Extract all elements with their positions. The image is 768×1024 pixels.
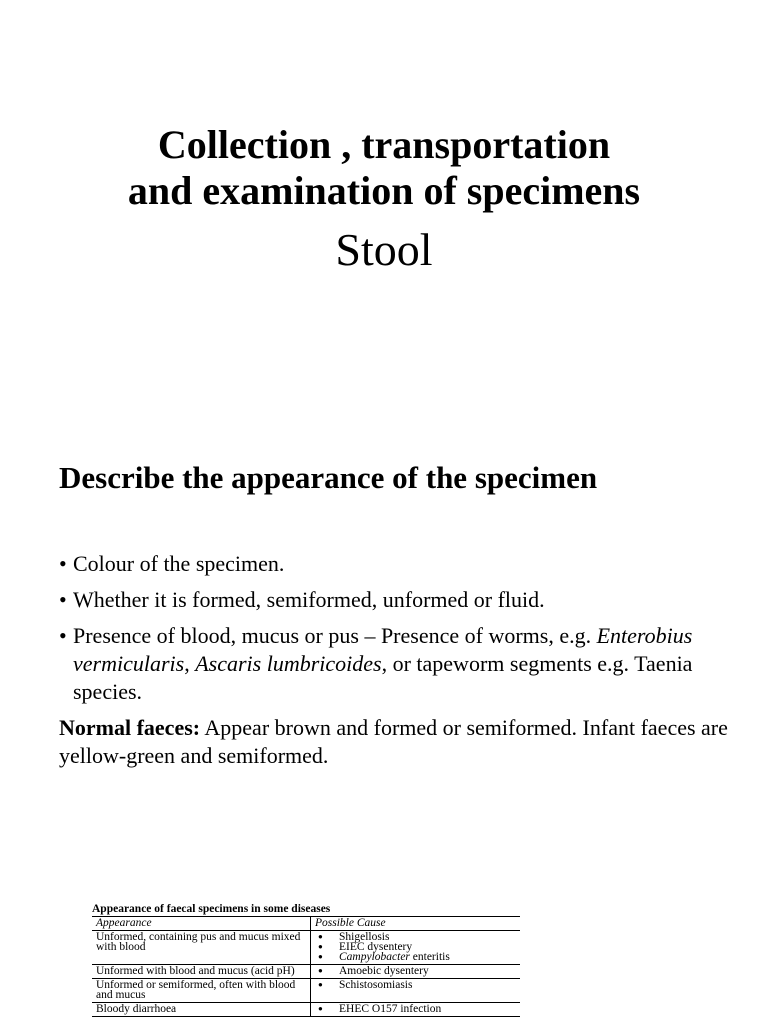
bullet-dot-icon: ● xyxy=(318,952,323,961)
bullet-item xyxy=(59,622,739,706)
appearance-cell: Bloody diarrhoea xyxy=(92,1003,311,1017)
cause-item: ● EIEC dysentery xyxy=(318,941,413,953)
cause-item: ● EHEC O157 infection xyxy=(318,1003,442,1015)
title-line-2: and examination of specimens xyxy=(127,168,641,213)
cause-cell xyxy=(311,979,521,1003)
bullet-text: Whether it is formed, semiformed, unformed or fluid. xyxy=(73,587,545,612)
bullet-text: Colour of the specimen. xyxy=(73,551,285,576)
table-row xyxy=(92,965,520,979)
appearance-cell: Unformed or semiformed, often with blood and mucus xyxy=(92,979,311,1003)
bullet-glyph: • xyxy=(59,623,67,648)
cause-item: ● Amoebic dysentery xyxy=(318,965,429,977)
organism-name: Campylobacter xyxy=(339,951,410,963)
appearance-cell: Unformed, containing pus and mucus mixed with blood xyxy=(92,931,311,965)
bullet-glyph: • xyxy=(59,587,67,612)
species-name: Enterobius vermicularis xyxy=(73,623,693,676)
section-heading: Describe the appearance of the specimen xyxy=(59,460,598,495)
column-header-appearance: Appearance xyxy=(92,917,311,931)
cause-cell xyxy=(311,931,521,965)
normal-faeces-label: Normal faeces: xyxy=(59,715,201,740)
species-name: Ascaris lumbricoides xyxy=(195,651,382,676)
bullet-item xyxy=(59,550,739,578)
normal-faeces-text: Appear brown and formed or semiformed. Infant faeces are yellow-green and semiformed. xyxy=(59,715,728,768)
bullet-dot-icon: ● xyxy=(318,980,323,989)
cause-item: ● Schistosomiasis xyxy=(318,979,413,991)
title-block xyxy=(0,122,768,278)
cause-cell xyxy=(311,965,521,979)
table-title: Appearance of faecal specimens in some diseases xyxy=(92,903,331,915)
table-row xyxy=(92,931,520,965)
bullet-dot-icon: ● xyxy=(318,966,323,975)
bullet-glyph: • xyxy=(59,551,67,576)
bullet-separator: , xyxy=(184,651,196,676)
cause-cell xyxy=(311,1003,521,1017)
bullet-list xyxy=(59,550,739,770)
title-line-1: Collection , transportation xyxy=(157,122,611,167)
table-row xyxy=(92,979,520,1003)
appearance-cell: Unformed with blood and mucus (acid pH) xyxy=(92,965,311,979)
faecal-appearance-table-figure xyxy=(92,902,522,1017)
bullet-dot-icon: ● xyxy=(318,942,323,951)
bullet-dot-icon: ● xyxy=(318,932,323,941)
bullet-text-prefix: Presence of blood, mucus or pus – Presence of worms, e.g. xyxy=(73,623,597,648)
normal-faeces-paragraph xyxy=(59,714,739,770)
bullet-text-suffix: , or tapeworm segments e.g. Taenia species. xyxy=(73,651,693,704)
cause-item: ● Shigellosis xyxy=(318,931,390,943)
page-subtitle: Stool xyxy=(335,224,433,275)
table-row xyxy=(92,1003,520,1017)
faecal-appearance-table xyxy=(92,916,520,1017)
bullet-dot-icon: ● xyxy=(318,1004,323,1013)
bullet-item xyxy=(59,586,739,614)
cause-item: ● Campylobacter enteritis xyxy=(318,951,450,963)
table-header-row xyxy=(92,917,520,931)
column-header-possible-cause: Possible Cause xyxy=(311,917,521,931)
